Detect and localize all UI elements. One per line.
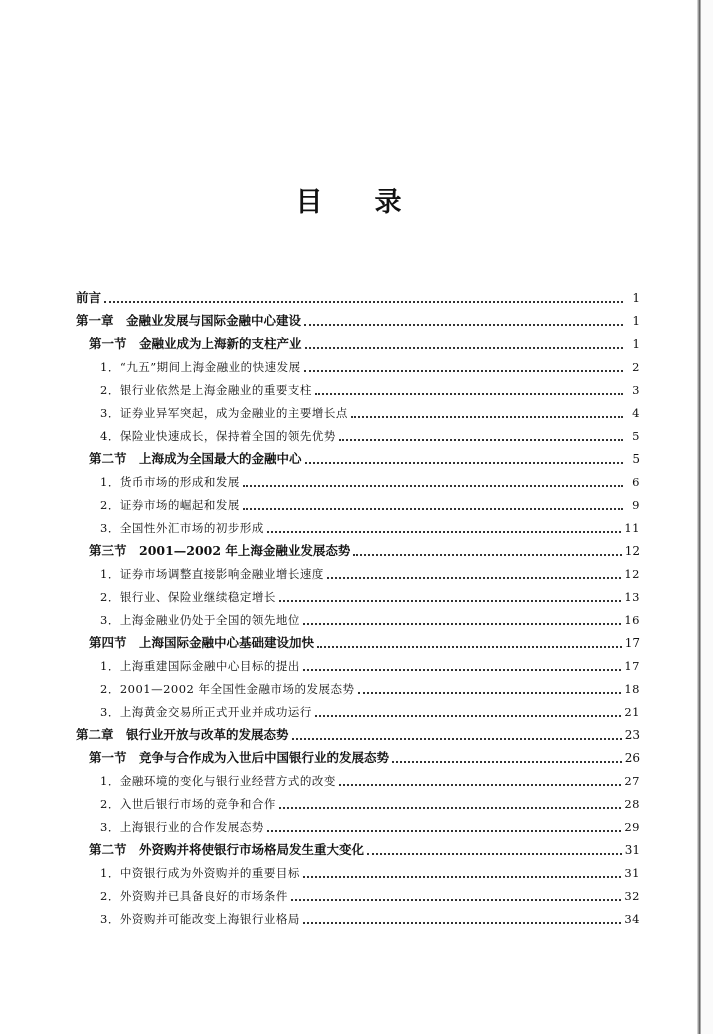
toc-page-number: 34 xyxy=(624,912,640,926)
toc-dot-leader xyxy=(292,738,622,740)
toc-entry-label: 3．外资购并可能改变上海银行业格局 xyxy=(100,912,300,926)
toc-page-number: 13 xyxy=(624,590,640,604)
toc-entry-label: 2．银行业、保险业继续稳定增长 xyxy=(100,590,276,604)
toc-section-entry xyxy=(89,449,640,469)
toc-dot-leader xyxy=(353,554,621,556)
toc-page-number: 23 xyxy=(624,728,640,742)
toc-dot-leader xyxy=(317,646,622,648)
toc-entry-label: 第一节 竞争与合作成为入世后中国银行业的发展态势 xyxy=(89,750,390,765)
toc-entry-label: 2．外资购并已具备良好的市场条件 xyxy=(100,889,288,903)
toc-dot-leader xyxy=(315,393,623,395)
toc-section-entry xyxy=(89,541,640,561)
toc-entry-label: 前言 xyxy=(76,290,102,305)
toc-dot-leader xyxy=(303,922,622,924)
toc-page-number: 6 xyxy=(632,475,640,489)
toc-page-number: 31 xyxy=(624,843,640,857)
toc-item-entry xyxy=(100,771,640,791)
toc-dot-leader xyxy=(279,807,622,809)
page-margin xyxy=(701,0,713,1034)
toc-section-entry xyxy=(89,748,640,768)
toc-item-entry xyxy=(100,702,640,722)
toc-entry-label: 1．金融环境的变化与银行业经营方式的改变 xyxy=(100,774,336,788)
toc-entry-label: 4．保险业快速成长，保持着全国的领先优势 xyxy=(100,429,336,443)
toc-page-number: 4 xyxy=(632,406,640,420)
toc-entry-label: 3．全国性外汇市场的初步形成 xyxy=(100,521,264,535)
toc-entry-label: 3．上海银行业的合作发展态势 xyxy=(100,820,264,834)
toc-entry-label: 1．货币市场的形成和发展 xyxy=(100,475,240,489)
toc-page-number: 29 xyxy=(624,820,640,834)
toc-page-number: 27 xyxy=(624,774,640,788)
toc-page-number: 21 xyxy=(624,705,640,719)
toc-dot-leader xyxy=(243,485,623,487)
toc-entry-label: 3．证券业异军突起，成为金融业的主要增长点 xyxy=(100,406,348,420)
toc-entry-label: 1．“九五”期间上海金融业的快速发展 xyxy=(100,360,301,374)
toc-item-entry xyxy=(100,495,640,515)
toc-dot-leader xyxy=(279,600,622,602)
toc-chapter-entry xyxy=(76,311,640,331)
toc-item-entry xyxy=(100,403,640,423)
toc-entry-label: 第一章 金融业发展与国际金融中心建设 xyxy=(76,313,302,328)
toc-dot-leader xyxy=(351,416,623,418)
toc-item-entry xyxy=(100,357,640,377)
toc-page-number: 1 xyxy=(632,291,640,305)
toc-item-entry xyxy=(100,587,640,607)
toc-section-entry xyxy=(89,840,640,860)
toc-entry-label: 2．2001—2002 年全国性金融市场的发展态势 xyxy=(100,682,355,696)
toc-dot-leader xyxy=(243,508,623,510)
toc-page-number: 1 xyxy=(632,337,640,351)
toc-dot-leader xyxy=(303,876,622,878)
toc-dot-leader xyxy=(305,462,623,464)
toc-entry-label: 第四节 上海国际金融中心基础建设加快 xyxy=(89,635,315,650)
toc-dot-leader xyxy=(104,301,623,303)
toc-page-number: 32 xyxy=(624,889,640,903)
toc-entry-label: 1．中资银行成为外资购并的重要目标 xyxy=(100,866,300,880)
toc-dot-leader xyxy=(303,669,622,671)
toc-entry-label: 第二章 银行业开放与改革的发展态势 xyxy=(76,727,289,742)
toc-chapter-entry xyxy=(76,288,640,308)
toc-page-number: 18 xyxy=(624,682,640,696)
toc-dot-leader xyxy=(339,439,623,441)
toc-page-number: 11 xyxy=(624,521,640,535)
toc-dot-leader xyxy=(303,623,622,625)
toc-dot-leader xyxy=(304,370,623,372)
toc-page-number: 2 xyxy=(632,360,640,374)
toc-item-entry xyxy=(100,909,640,929)
toc-page-number: 1 xyxy=(632,314,640,328)
toc-entry-label: 3．上海黄金交易所正式开业并成功运行 xyxy=(100,705,312,719)
toc-dot-leader xyxy=(327,577,622,579)
toc-dot-leader xyxy=(305,347,623,349)
toc-dot-leader xyxy=(291,899,622,901)
toc-section-entry xyxy=(89,633,640,653)
toc-page-number: 17 xyxy=(624,636,640,650)
toc-entry-label: 第二节 上海成为全国最大的金融中心 xyxy=(89,451,302,466)
toc-item-entry xyxy=(100,518,640,538)
toc-entry-label: 3．上海金融业仍处于全国的领先地位 xyxy=(100,613,300,627)
toc-item-entry xyxy=(100,656,640,676)
toc-item-entry xyxy=(100,817,640,837)
toc-entry-label: 第二节 外资购并将使银行市场格局发生重大变化 xyxy=(89,842,365,857)
toc-entry-label: 2．证券市场的崛起和发展 xyxy=(100,498,240,512)
toc-item-entry xyxy=(100,863,640,883)
toc-dot-leader xyxy=(267,830,622,832)
toc-dot-leader xyxy=(339,784,622,786)
toc-item-entry xyxy=(100,472,640,492)
toc-page-number: 31 xyxy=(624,866,640,880)
toc-page-number: 28 xyxy=(624,797,640,811)
toc-page-number: 12 xyxy=(624,544,640,558)
toc-dot-leader xyxy=(304,324,623,326)
toc-item-entry xyxy=(100,426,640,446)
toc-dot-leader xyxy=(392,761,622,763)
toc-item-entry xyxy=(100,886,640,906)
toc-dot-leader xyxy=(367,853,622,855)
toc-entry-label: 1．上海重建国际金融中心目标的提出 xyxy=(100,659,300,673)
toc-item-entry xyxy=(100,679,640,699)
toc-entry-label: 2．银行业依然是上海金融业的重要支柱 xyxy=(100,383,312,397)
toc-item-entry xyxy=(100,380,640,400)
toc-section-entry xyxy=(89,334,640,354)
page-title xyxy=(0,180,697,219)
toc-item-entry xyxy=(100,794,640,814)
toc-page-number: 17 xyxy=(624,659,640,673)
page-title-first-char: 目 xyxy=(295,187,323,218)
toc-dot-leader xyxy=(267,531,622,533)
toc-page-number: 12 xyxy=(624,567,640,581)
toc-page-number: 9 xyxy=(632,498,640,512)
toc-entry-label: 第三节 2001—2002 年上海金融业发展态势 xyxy=(89,543,351,558)
toc-dot-leader xyxy=(358,692,622,694)
toc-page-number: 26 xyxy=(624,751,640,765)
toc-entry-label: 第一节 金融业成为上海新的支柱产业 xyxy=(89,336,302,351)
toc-dot-leader xyxy=(315,715,622,717)
toc-page-number: 3 xyxy=(632,383,640,397)
toc-page-number: 5 xyxy=(632,452,640,466)
toc-page-number: 16 xyxy=(624,613,640,627)
toc-entry-label: 2．入世后银行市场的竞争和合作 xyxy=(100,797,276,811)
toc-item-entry xyxy=(100,610,640,630)
toc-item-entry xyxy=(100,564,640,584)
toc-chapter-entry xyxy=(76,725,640,745)
page-title-second-char: 录 xyxy=(374,187,402,218)
toc-page-number: 5 xyxy=(632,429,640,443)
toc-entry-label: 1．证券市场调整直接影响金融业增长速度 xyxy=(100,567,324,581)
